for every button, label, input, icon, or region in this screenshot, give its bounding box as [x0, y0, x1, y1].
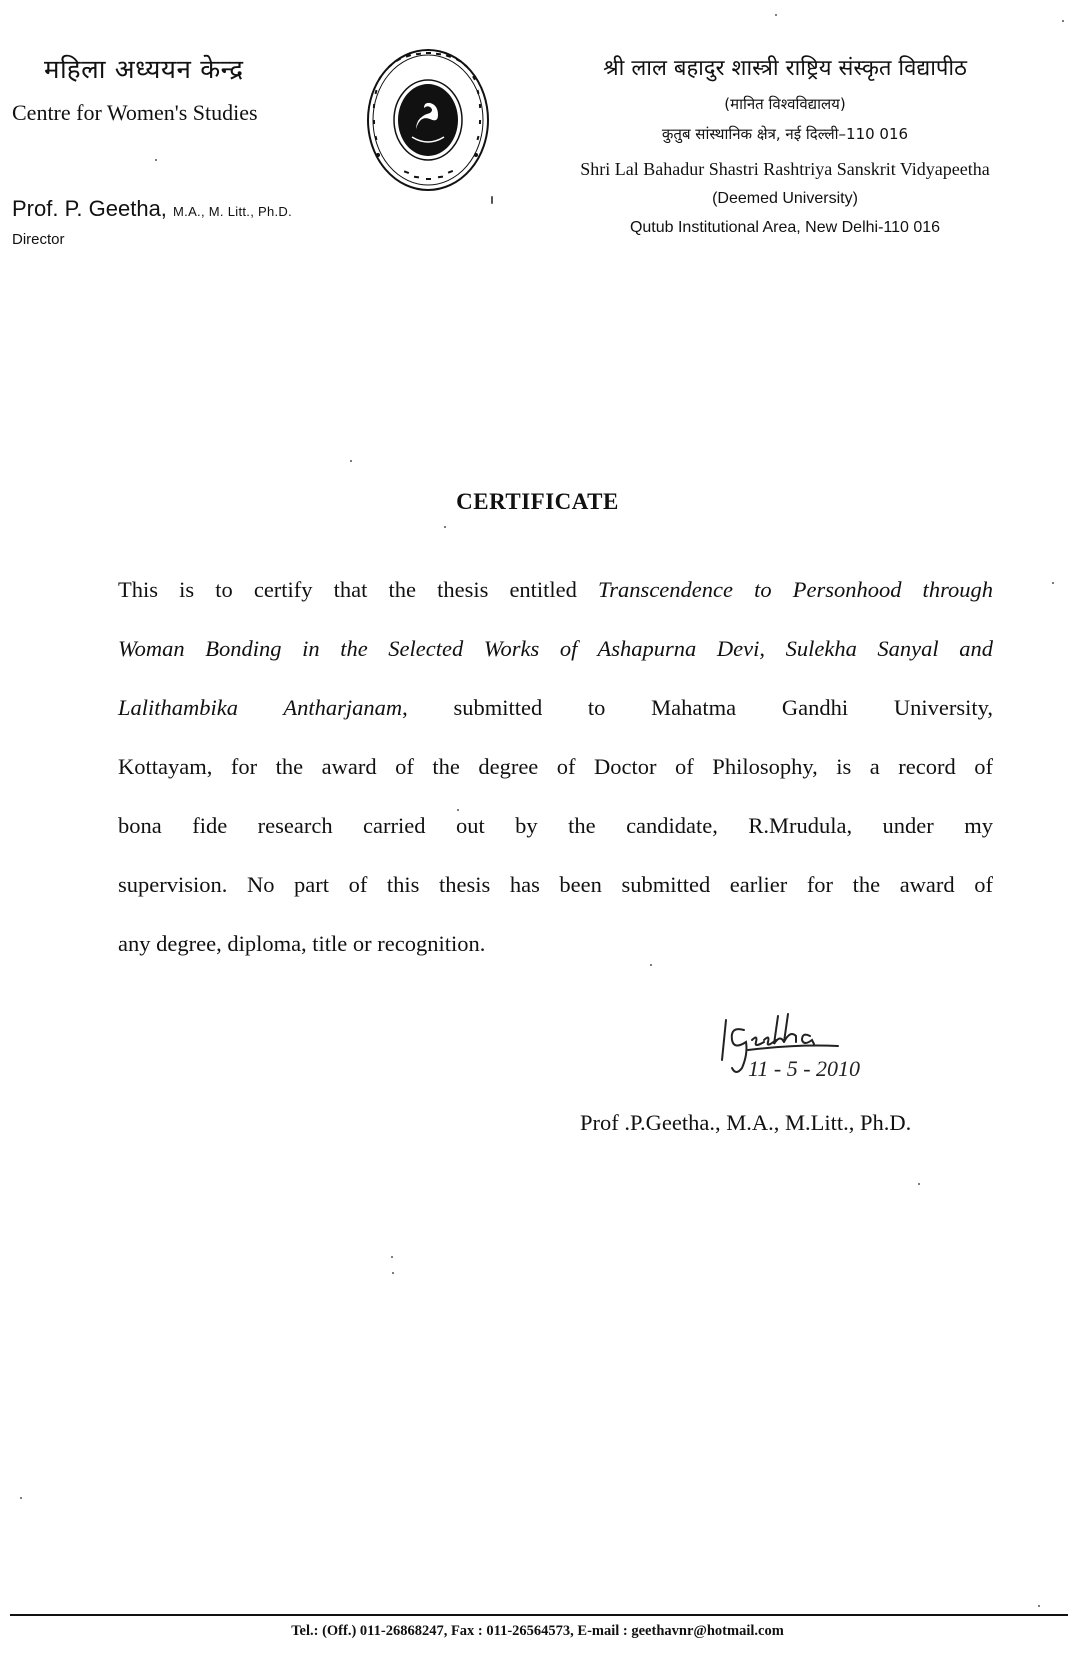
scan-speck	[392, 1272, 394, 1274]
thesis-title-part-3: Lalithambika Antharjanam	[118, 695, 403, 720]
header-right-hindi-status: (मानित विश्वविद्यालय)	[724, 95, 846, 113]
certificate-title: CERTIFICATE	[456, 489, 619, 514]
scan-speck	[1038, 1605, 1040, 1607]
certificate-line-3	[118, 694, 993, 722]
scan-speck	[918, 1183, 920, 1185]
certificate-line-3-text: , submitted to Mahatma Gandhi University,	[402, 695, 993, 720]
director-degrees: M.A., M. Litt., Ph.D.	[173, 204, 293, 219]
scan-speck	[1052, 582, 1054, 584]
header-left-english-title: Centre for Women's Studies	[12, 100, 258, 125]
thesis-title-part-1: Transcendence to Personhood through	[598, 577, 993, 602]
header-left-hindi-title: महिला अध्ययन केन्द्र	[44, 55, 244, 85]
certificate-line-5: bona fide research carried out by the candidate, R.Mrudula, under my	[118, 813, 993, 838]
scan-speck	[350, 460, 352, 462]
certificate-line-1-text: This is to certify that the thesis entitled	[118, 577, 599, 602]
signature-date: 11 - 5 - 2010	[748, 1056, 861, 1081]
thesis-title-part-2: Woman Bonding in the Selected Works of Ashapurna Devi, Sulekha Sanyal and	[118, 636, 993, 661]
swan-seal-icon	[364, 45, 492, 195]
scan-speck	[391, 1256, 393, 1258]
footer-divider	[10, 1614, 1068, 1616]
scan-speck	[457, 809, 459, 811]
scan-speck	[444, 526, 446, 528]
footer-contact: Tel.: (Off.) 011-26868247, Fax : 011-26564573, E-mail : geethavnr@hotmail.com	[291, 1623, 784, 1639]
certificate-line-7: any degree, diploma, title or recognition.	[118, 931, 486, 956]
certificate-line-4: Kottayam, for the award of the degree of Doctor of Philosophy, is a record of	[118, 754, 993, 779]
scan-speck	[491, 196, 493, 204]
scan-speck	[20, 1497, 22, 1499]
header-right-english-title: Shri Lal Bahadur Shastri Rashtriya Sanskrit Vidyapeetha	[580, 159, 990, 179]
scan-speck	[155, 159, 157, 161]
scan-speck	[775, 14, 777, 16]
header-right-hindi-title: श्री लाल बहादुर शास्त्री राष्ट्रिय संस्कृत विद्यापीठ	[603, 56, 967, 81]
scan-speck	[1062, 20, 1064, 22]
scan-speck	[650, 964, 652, 966]
certificate-line-2	[118, 635, 993, 663]
header-right-english-address: Qutub Institutional Area, New Delhi-110 016	[629, 219, 941, 236]
header-right-english-status: (Deemed University)	[712, 190, 858, 207]
certificate-line-1	[118, 576, 993, 604]
director-name: Prof. P. Geetha,	[12, 196, 167, 221]
certificate-line-6: supervision. No part of this thesis has been submitted earlier for the award of	[118, 872, 993, 897]
signatory-name: Prof .P.Geetha., M.A., M.Litt., Ph.D.	[580, 1110, 912, 1135]
header-right-hindi-address: कुतुब सांस्थानिक क्षेत्र, नई दिल्ली–110 016	[661, 125, 909, 143]
handwritten-signature	[718, 1012, 948, 1082]
director-name-line	[12, 196, 292, 222]
director-role: Director	[12, 231, 65, 248]
